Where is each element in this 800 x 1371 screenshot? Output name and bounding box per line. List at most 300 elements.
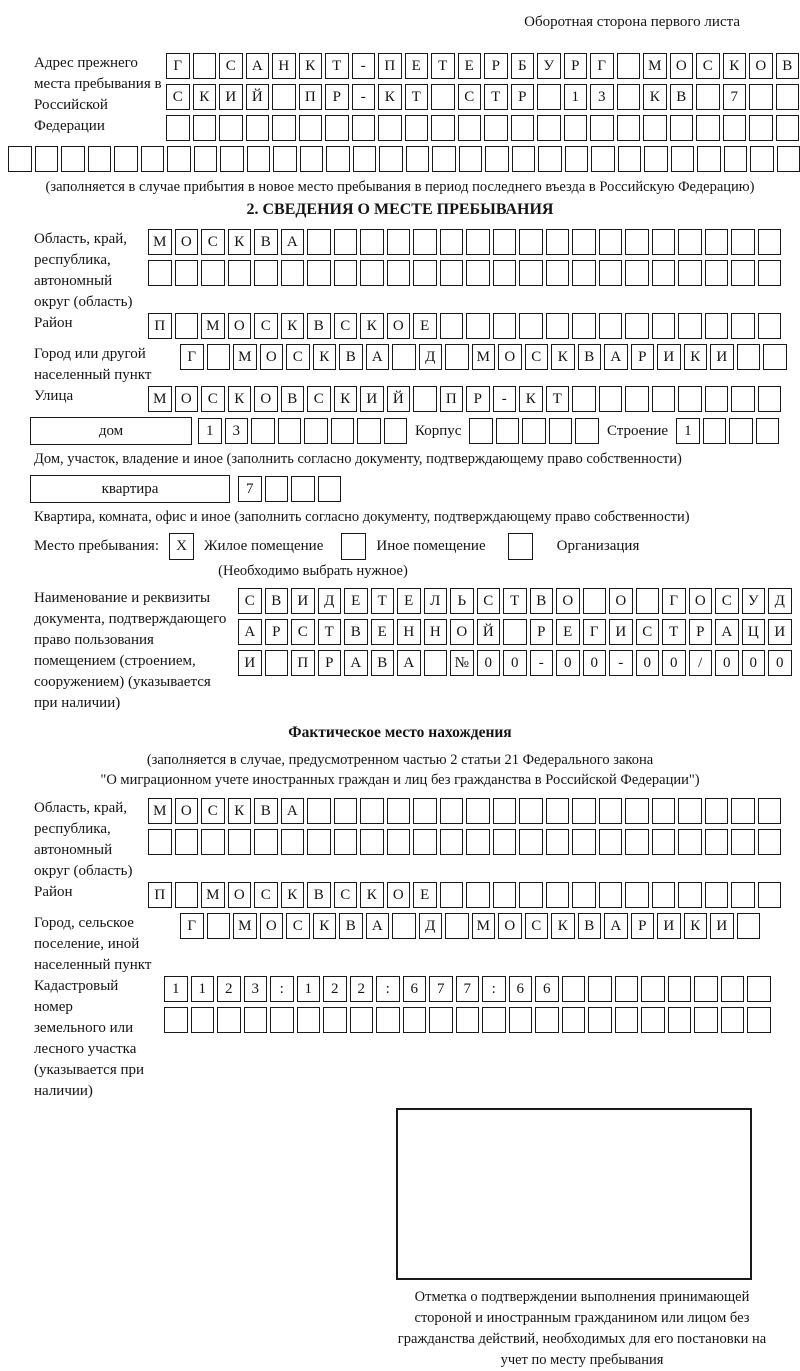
char-cell[interactable]: В <box>339 913 363 939</box>
char-cell[interactable] <box>265 650 289 676</box>
char-cell[interactable]: - <box>493 386 517 412</box>
char-cell[interactable] <box>509 1007 533 1033</box>
char-cell[interactable] <box>697 146 721 172</box>
char-cell-row[interactable] <box>148 313 792 339</box>
char-cell[interactable] <box>763 344 787 370</box>
char-cell[interactable] <box>678 260 702 286</box>
stay-type-checkbox-organization[interactable] <box>508 533 533 560</box>
char-cell[interactable] <box>325 115 349 141</box>
char-cell[interactable]: О <box>228 313 252 339</box>
char-cell[interactable]: О <box>175 229 199 255</box>
char-cell[interactable] <box>440 798 464 824</box>
char-cell[interactable]: С <box>166 84 190 110</box>
char-cell[interactable] <box>511 115 535 141</box>
char-cell[interactable]: Д <box>419 344 443 370</box>
char-cell-row[interactable] <box>148 260 792 286</box>
char-cell[interactable] <box>721 1007 745 1033</box>
char-cell[interactable] <box>643 115 667 141</box>
char-cell[interactable]: Р <box>466 386 490 412</box>
char-cell[interactable] <box>731 829 755 855</box>
char-cell[interactable]: Й <box>246 84 270 110</box>
char-cell[interactable] <box>599 229 623 255</box>
char-cell[interactable]: К <box>723 53 747 79</box>
char-cell[interactable]: В <box>371 650 395 676</box>
char-cell[interactable] <box>220 146 244 172</box>
char-cell-row[interactable] <box>148 882 792 908</box>
char-cell[interactable] <box>493 313 517 339</box>
char-cell[interactable]: Т <box>325 53 349 79</box>
char-cell[interactable]: Н <box>397 619 421 645</box>
char-cell[interactable] <box>522 418 546 444</box>
char-cell[interactable] <box>493 829 517 855</box>
char-cell[interactable] <box>270 1007 294 1033</box>
char-cell[interactable] <box>705 386 729 412</box>
char-cell[interactable]: К <box>228 386 252 412</box>
char-cell[interactable]: Р <box>564 53 588 79</box>
char-cell[interactable] <box>777 146 800 172</box>
char-cell[interactable] <box>61 146 85 172</box>
char-cell[interactable] <box>617 53 641 79</box>
char-cell[interactable]: С <box>458 84 482 110</box>
char-cell[interactable] <box>466 882 490 908</box>
char-cell[interactable]: Т <box>484 84 508 110</box>
char-cell[interactable]: О <box>254 386 278 412</box>
char-cell[interactable]: О <box>498 344 522 370</box>
char-cell[interactable]: К <box>313 913 337 939</box>
char-cell[interactable]: С <box>201 798 225 824</box>
char-cell[interactable]: С <box>219 53 243 79</box>
char-cell[interactable] <box>445 913 469 939</box>
char-cell[interactable]: М <box>233 344 257 370</box>
char-cell[interactable]: Р <box>265 619 289 645</box>
char-cell[interactable]: И <box>768 619 792 645</box>
char-cell[interactable] <box>546 829 570 855</box>
char-cell[interactable] <box>164 1007 188 1033</box>
char-cell[interactable] <box>747 976 771 1002</box>
char-cell[interactable] <box>297 1007 321 1033</box>
char-cell[interactable] <box>588 1007 612 1033</box>
char-cell[interactable]: Т <box>546 386 570 412</box>
char-cell[interactable]: С <box>201 229 225 255</box>
char-cell[interactable] <box>466 260 490 286</box>
char-cell[interactable] <box>588 976 612 1002</box>
char-cell[interactable] <box>440 882 464 908</box>
char-cell[interactable]: И <box>238 650 262 676</box>
char-cell[interactable] <box>387 260 411 286</box>
char-cell[interactable]: П <box>299 84 323 110</box>
char-cell[interactable]: 7 <box>429 976 453 1002</box>
char-cell-row[interactable] <box>469 418 599 444</box>
char-cell[interactable]: 0 <box>583 650 607 676</box>
stay-type-checkbox-residential[interactable]: X <box>169 533 194 560</box>
char-cell[interactable]: К <box>228 798 252 824</box>
char-cell[interactable] <box>723 115 747 141</box>
char-cell[interactable] <box>466 829 490 855</box>
char-cell[interactable] <box>429 1007 453 1033</box>
char-cell[interactable]: М <box>148 386 172 412</box>
char-cell[interactable]: Б <box>511 53 535 79</box>
char-cell-row[interactable] <box>180 344 792 370</box>
char-cell[interactable] <box>493 229 517 255</box>
char-cell[interactable] <box>599 798 623 824</box>
char-cell[interactable]: С <box>715 588 739 614</box>
char-cell[interactable] <box>387 229 411 255</box>
char-cell[interactable]: К <box>299 53 323 79</box>
char-cell[interactable]: К <box>334 386 358 412</box>
char-cell[interactable]: 0 <box>662 650 686 676</box>
char-cell[interactable] <box>334 829 358 855</box>
char-cell[interactable]: К <box>281 882 305 908</box>
char-cell[interactable] <box>265 476 289 502</box>
char-cell[interactable] <box>758 882 782 908</box>
char-cell[interactable] <box>392 344 416 370</box>
char-cell[interactable]: М <box>233 913 257 939</box>
char-cell[interactable]: К <box>519 386 543 412</box>
char-cell[interactable]: Н <box>272 53 296 79</box>
char-cell[interactable] <box>694 976 718 1002</box>
char-cell[interactable] <box>572 313 596 339</box>
char-cell[interactable]: О <box>556 588 580 614</box>
char-cell[interactable] <box>678 829 702 855</box>
char-cell[interactable] <box>307 798 331 824</box>
char-cell[interactable] <box>493 260 517 286</box>
char-cell[interactable]: К <box>551 344 575 370</box>
char-cell[interactable] <box>424 650 448 676</box>
char-cell[interactable]: И <box>657 913 681 939</box>
char-cell[interactable] <box>403 1007 427 1033</box>
char-cell[interactable] <box>519 798 543 824</box>
char-cell[interactable]: Т <box>503 588 527 614</box>
char-cell[interactable]: В <box>307 313 331 339</box>
char-cell[interactable]: Р <box>631 913 655 939</box>
char-cell-row[interactable] <box>164 1007 792 1033</box>
char-cell[interactable] <box>758 798 782 824</box>
char-cell[interactable]: Р <box>511 84 535 110</box>
char-cell[interactable]: 0 <box>636 650 660 676</box>
char-cell[interactable] <box>737 344 761 370</box>
char-cell[interactable] <box>549 418 573 444</box>
char-cell[interactable] <box>617 115 641 141</box>
char-cell[interactable] <box>758 313 782 339</box>
char-cell[interactable]: О <box>387 882 411 908</box>
char-cell[interactable]: Т <box>431 53 455 79</box>
char-cell[interactable]: 1 <box>297 976 321 1002</box>
char-cell[interactable]: 1 <box>564 84 588 110</box>
char-cell[interactable]: Е <box>413 882 437 908</box>
char-cell[interactable] <box>485 146 509 172</box>
char-cell[interactable] <box>546 260 570 286</box>
char-cell[interactable] <box>758 229 782 255</box>
char-cell[interactable]: О <box>260 913 284 939</box>
char-cell[interactable] <box>625 313 649 339</box>
char-cell[interactable]: С <box>238 588 262 614</box>
char-cell[interactable] <box>353 146 377 172</box>
char-cell[interactable] <box>572 260 596 286</box>
char-cell[interactable]: Н <box>424 619 448 645</box>
char-cell[interactable]: К <box>313 344 337 370</box>
char-cell[interactable] <box>8 146 32 172</box>
char-cell[interactable]: Й <box>387 386 411 412</box>
char-cell[interactable]: К <box>193 84 217 110</box>
char-cell[interactable] <box>299 115 323 141</box>
char-cell[interactable]: 0 <box>503 650 527 676</box>
char-cell[interactable]: 0 <box>715 650 739 676</box>
char-cell[interactable] <box>273 146 297 172</box>
char-cell[interactable] <box>756 418 780 444</box>
char-cell[interactable] <box>379 146 403 172</box>
char-cell[interactable] <box>431 84 455 110</box>
char-cell[interactable] <box>641 976 665 1002</box>
char-cell-row[interactable] <box>238 650 792 676</box>
char-cell[interactable] <box>705 882 729 908</box>
char-cell[interactable] <box>625 229 649 255</box>
char-cell[interactable] <box>201 260 225 286</box>
char-cell[interactable]: 3 <box>590 84 614 110</box>
char-cell[interactable]: М <box>148 229 172 255</box>
char-cell[interactable]: - <box>609 650 633 676</box>
char-cell[interactable] <box>750 146 774 172</box>
char-cell[interactable] <box>432 146 456 172</box>
char-cell[interactable] <box>466 313 490 339</box>
char-cell[interactable]: О <box>498 913 522 939</box>
char-cell[interactable] <box>392 913 416 939</box>
char-cell[interactable]: В <box>339 344 363 370</box>
char-cell[interactable] <box>360 229 384 255</box>
char-cell[interactable] <box>272 84 296 110</box>
char-cell[interactable]: Г <box>662 588 686 614</box>
char-cell[interactable]: 0 <box>477 650 501 676</box>
char-cell[interactable]: 2 <box>217 976 241 1002</box>
char-cell[interactable] <box>737 913 761 939</box>
char-cell[interactable]: К <box>684 344 708 370</box>
char-cell[interactable]: Т <box>371 588 395 614</box>
char-cell[interactable]: А <box>604 344 628 370</box>
char-cell[interactable]: : <box>482 976 506 1002</box>
char-cell[interactable]: Р <box>689 619 713 645</box>
char-cell[interactable] <box>175 313 199 339</box>
char-cell[interactable]: А <box>397 650 421 676</box>
char-cell[interactable]: А <box>604 913 628 939</box>
char-cell[interactable]: И <box>710 344 734 370</box>
char-cell[interactable]: С <box>334 882 358 908</box>
char-cell[interactable] <box>413 229 437 255</box>
char-cell[interactable] <box>496 418 520 444</box>
char-cell[interactable]: К <box>684 913 708 939</box>
char-cell[interactable] <box>721 976 745 1002</box>
char-cell[interactable]: А <box>281 798 305 824</box>
char-cell[interactable]: 6 <box>535 976 559 1002</box>
char-cell[interactable]: О <box>175 386 199 412</box>
char-cell[interactable]: 1 <box>676 418 700 444</box>
char-cell[interactable] <box>625 829 649 855</box>
char-cell[interactable]: Д <box>318 588 342 614</box>
char-cell[interactable]: В <box>578 344 602 370</box>
char-cell[interactable] <box>512 146 536 172</box>
char-cell[interactable] <box>331 418 355 444</box>
char-cell[interactable] <box>254 260 278 286</box>
char-cell[interactable] <box>207 344 231 370</box>
char-cell-row[interactable] <box>238 476 341 502</box>
char-cell[interactable]: Т <box>318 619 342 645</box>
char-cell-row[interactable] <box>180 913 792 939</box>
char-cell[interactable] <box>193 53 217 79</box>
char-cell[interactable]: Р <box>318 650 342 676</box>
char-cell[interactable]: Р <box>530 619 554 645</box>
char-cell[interactable] <box>334 260 358 286</box>
char-cell[interactable]: Е <box>413 313 437 339</box>
char-cell[interactable] <box>378 115 402 141</box>
char-cell[interactable] <box>413 829 437 855</box>
char-cell[interactable]: 7 <box>238 476 262 502</box>
char-cell[interactable]: П <box>291 650 315 676</box>
char-cell[interactable]: М <box>201 313 225 339</box>
char-cell[interactable]: К <box>378 84 402 110</box>
char-cell[interactable] <box>537 115 561 141</box>
char-cell-row[interactable] <box>148 386 792 412</box>
char-cell[interactable] <box>166 115 190 141</box>
char-cell[interactable] <box>625 798 649 824</box>
char-cell[interactable] <box>668 976 692 1002</box>
char-cell[interactable] <box>731 882 755 908</box>
char-cell[interactable]: 3 <box>244 976 268 1002</box>
char-cell[interactable] <box>572 798 596 824</box>
char-cell[interactable] <box>456 1007 480 1033</box>
char-cell[interactable] <box>469 418 493 444</box>
char-cell[interactable] <box>546 229 570 255</box>
char-cell[interactable] <box>652 798 676 824</box>
char-cell[interactable] <box>406 146 430 172</box>
char-cell[interactable]: Е <box>371 619 395 645</box>
char-cell[interactable] <box>281 260 305 286</box>
char-cell[interactable] <box>357 418 381 444</box>
char-cell[interactable] <box>519 313 543 339</box>
char-cell[interactable]: Д <box>768 588 792 614</box>
char-cell[interactable]: Л <box>424 588 448 614</box>
char-cell[interactable]: : <box>270 976 294 1002</box>
char-cell[interactable]: И <box>219 84 243 110</box>
char-cell[interactable]: Е <box>344 588 368 614</box>
char-cell[interactable] <box>678 798 702 824</box>
char-cell[interactable] <box>678 386 702 412</box>
char-cell[interactable]: К <box>360 882 384 908</box>
char-cell[interactable]: 0 <box>556 650 580 676</box>
char-cell[interactable] <box>247 146 271 172</box>
char-cell[interactable] <box>636 588 660 614</box>
char-cell[interactable] <box>326 146 350 172</box>
char-cell[interactable] <box>413 386 437 412</box>
char-cell[interactable]: 7 <box>456 976 480 1002</box>
char-cell[interactable] <box>307 229 331 255</box>
char-cell[interactable] <box>519 882 543 908</box>
char-cell[interactable]: Ц <box>742 619 766 645</box>
char-cell[interactable]: К <box>281 313 305 339</box>
char-cell[interactable] <box>615 976 639 1002</box>
char-cell[interactable]: В <box>530 588 554 614</box>
char-cell[interactable]: О <box>670 53 694 79</box>
char-cell[interactable] <box>705 829 729 855</box>
char-cell[interactable] <box>307 829 331 855</box>
char-cell[interactable]: А <box>238 619 262 645</box>
char-cell[interactable]: А <box>366 913 390 939</box>
char-cell[interactable] <box>758 829 782 855</box>
char-cell[interactable]: 6 <box>403 976 427 1002</box>
char-cell[interactable]: В <box>254 229 278 255</box>
char-cell[interactable] <box>201 829 225 855</box>
char-cell[interactable] <box>228 829 252 855</box>
char-cell[interactable] <box>731 313 755 339</box>
char-cell[interactable] <box>440 229 464 255</box>
char-cell[interactable] <box>482 1007 506 1033</box>
char-cell[interactable]: С <box>696 53 720 79</box>
char-cell[interactable] <box>575 418 599 444</box>
char-cell[interactable]: 3 <box>225 418 249 444</box>
char-cell[interactable]: 7 <box>723 84 747 110</box>
char-cell[interactable]: Е <box>458 53 482 79</box>
char-cell-row-full-width[interactable] <box>8 146 792 172</box>
char-cell[interactable] <box>625 386 649 412</box>
char-cell[interactable]: С <box>307 386 331 412</box>
char-cell[interactable]: 2 <box>350 976 374 1002</box>
char-cell[interactable] <box>678 313 702 339</box>
char-cell[interactable]: Е <box>397 588 421 614</box>
char-cell[interactable] <box>360 798 384 824</box>
char-cell[interactable]: И <box>657 344 681 370</box>
char-cell[interactable] <box>776 115 800 141</box>
char-cell[interactable] <box>724 146 748 172</box>
char-cell[interactable] <box>565 146 589 172</box>
char-cell[interactable]: Г <box>590 53 614 79</box>
char-cell[interactable] <box>537 84 561 110</box>
char-cell[interactable] <box>705 798 729 824</box>
char-cell-row[interactable] <box>166 53 799 79</box>
char-cell[interactable] <box>360 829 384 855</box>
char-cell[interactable] <box>590 115 614 141</box>
char-cell[interactable] <box>591 146 615 172</box>
char-cell-row[interactable] <box>676 418 779 444</box>
char-cell[interactable] <box>405 115 429 141</box>
char-cell[interactable] <box>599 260 623 286</box>
char-cell[interactable] <box>246 115 270 141</box>
char-cell[interactable]: О <box>228 882 252 908</box>
char-cell[interactable]: С <box>525 344 549 370</box>
char-cell[interactable]: У <box>742 588 766 614</box>
char-cell[interactable] <box>458 115 482 141</box>
char-cell[interactable] <box>148 829 172 855</box>
char-cell[interactable]: 0 <box>768 650 792 676</box>
char-cell[interactable] <box>758 386 782 412</box>
char-cell[interactable]: № <box>450 650 474 676</box>
char-cell[interactable] <box>484 115 508 141</box>
char-cell[interactable] <box>671 146 695 172</box>
char-cell[interactable]: - <box>352 84 376 110</box>
char-cell[interactable]: К <box>360 313 384 339</box>
char-cell[interactable] <box>141 146 165 172</box>
char-cell[interactable] <box>459 146 483 172</box>
char-cell[interactable] <box>747 1007 771 1033</box>
char-cell[interactable] <box>562 1007 586 1033</box>
char-cell[interactable] <box>360 260 384 286</box>
char-cell[interactable]: М <box>643 53 667 79</box>
char-cell[interactable] <box>440 313 464 339</box>
char-cell[interactable]: О <box>749 53 773 79</box>
char-cell[interactable]: 2 <box>323 976 347 1002</box>
char-cell[interactable] <box>729 418 753 444</box>
char-cell[interactable]: Д <box>419 913 443 939</box>
char-cell[interactable]: К <box>228 229 252 255</box>
char-cell[interactable] <box>503 619 527 645</box>
char-cell[interactable] <box>194 146 218 172</box>
char-cell[interactable] <box>466 229 490 255</box>
